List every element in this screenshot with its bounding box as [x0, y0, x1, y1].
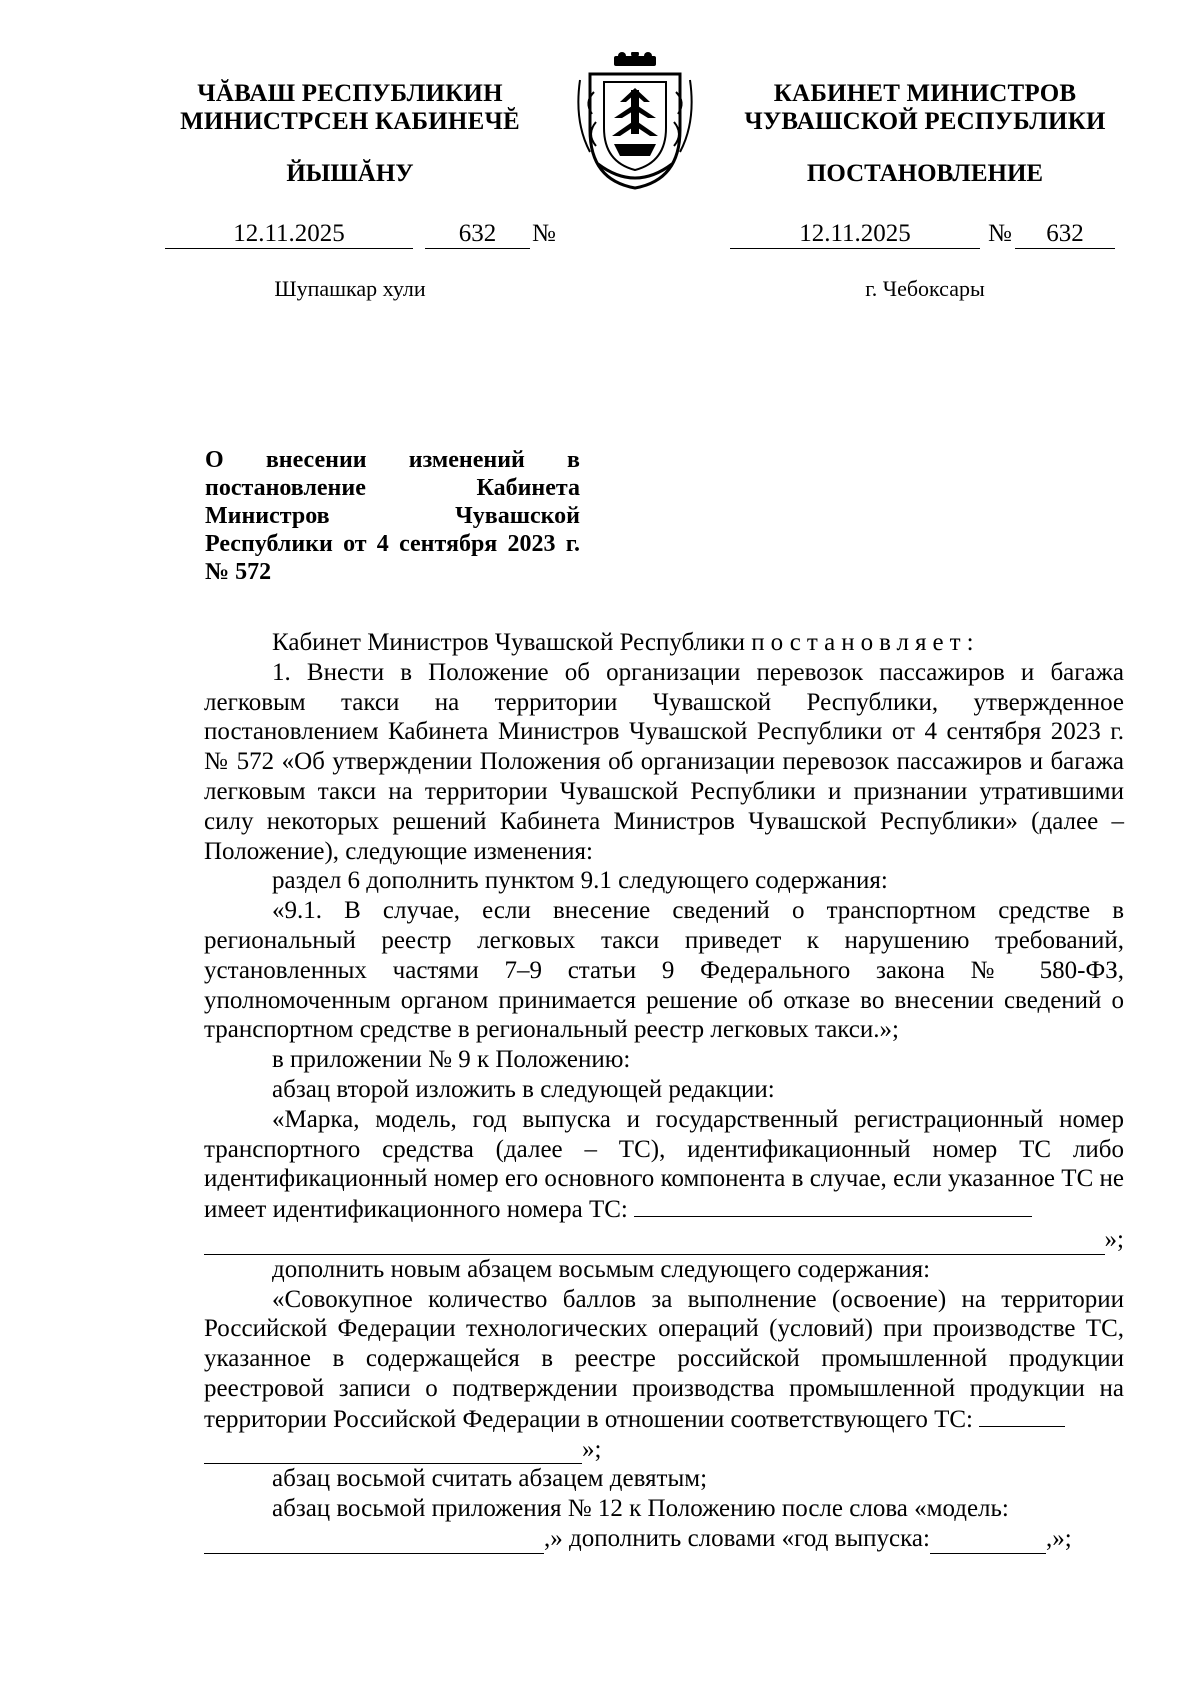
number-right-value: 632: [1015, 220, 1115, 249]
number-right: [1015, 220, 1115, 250]
paragraph-8-text: «Совокупное количество баллов за выполнение (освоение) на территории Российской Федерации технологических операций (условий) при производстве ТС, указанное в содержащейся в реестре российской промышленной продукции реестровой записи о подтверждении производства промышленной продукции на территории Российской Федерации в отношении соответствующего ТС:: [204, 1285, 1124, 1433]
date-right: [730, 220, 980, 250]
paragraph-4: в приложении № 9 к Положению:: [272, 1046, 631, 1074]
blank-field-line: [979, 1404, 1065, 1427]
blank-row-2: [204, 1435, 1124, 1465]
paragraph-5: абзац второй изложить в следующей редакции:: [272, 1075, 775, 1103]
paragraph-3: «9.1. В случае, если внесение сведений о транспортном средстве в региональный реестр легковых такси приведет к нарушению требований, установленных частями 7–9 статьи 9 Федерального закона № 580-ФЗ, уполномоченным органом принимается решение об отказе во внесении сведений о транспортном средстве в региональный реестр легковых такси.»;: [204, 897, 1124, 1044]
header-right: [700, 80, 1150, 136]
doc-type-right: ПОСТАНОВЛЕНИЕ: [806, 160, 1044, 187]
header-right-line1: КАБИНЕТ МИНИСТРОВ: [773, 80, 1077, 107]
number-sign-right: №: [988, 220, 1012, 247]
city-right: г. Чебоксары: [865, 276, 985, 301]
document-body: [204, 628, 1124, 1554]
date-left: [165, 220, 413, 250]
blank-row-1: [204, 1225, 1124, 1255]
paragraph-6: [204, 1105, 1124, 1225]
preamble-start: Кабинет Министров Чувашской Республики: [272, 629, 752, 656]
header-left: [150, 80, 550, 136]
header-left-line2: МИНИСТРСЕН КАБИНЕЧĔ: [180, 108, 520, 135]
date-left-value: 12.11.2025: [165, 220, 413, 249]
blank-field-line: [634, 1194, 1032, 1217]
paragraph-9: абзац восьмой считать абзацем девятым;: [272, 1465, 708, 1493]
paragraph-preamble: [204, 628, 1124, 658]
chuvash-emblem-icon: [570, 52, 700, 192]
header-left-line1: ЧĂВАШ РЕСПУБЛИКИН: [197, 80, 503, 107]
blank-field-line: [930, 1531, 1046, 1554]
number-left: [425, 220, 530, 250]
paragraph-10-mid: ,» дополнить словами «год выпуска:: [544, 1524, 930, 1552]
preamble-end: :: [966, 629, 974, 656]
paragraph-7: дополнить новым абзацем восьмым следующего содержания:: [272, 1255, 931, 1283]
paragraph-6-end: »;: [1104, 1225, 1124, 1253]
paragraph-6-text: «Марка, модель, год выпуска и государственный регистрационный номер транспортного средства (далее – ТС), идентификационный номер ТС либо идентификационный номер его основного компонента в случае, если указанное ТС не имеет идентификационного номера ТС:: [204, 1105, 1124, 1224]
date-right-value: 12.11.2025: [730, 220, 980, 249]
city-left: Шупашкар хули: [274, 276, 426, 301]
preamble-verb: постановляет: [751, 629, 967, 656]
number-sign-left: №: [532, 220, 556, 247]
paragraph-1: 1. Внести в Положение об организации перевозок пассажиров и багажа легковым такси на территории Чувашской Республики, утвержденное постановлением Кабинета Министров Чувашской Республики от 4 сентября 2023 г. № 572 «Об утверждении Положения об организации перевозок пассажиров и багажа легковым такси на территории Чувашской Республики и признании утратившими силу некоторых решений Кабинета Министров Чувашской Республики» (далее – Положение), следующие изменения:: [204, 658, 1124, 865]
number-left-value: 632: [425, 220, 530, 249]
blank-field-line: [204, 1441, 582, 1464]
paragraph-10-end: ,»;: [1045, 1524, 1072, 1552]
blank-field-line: [204, 1232, 1105, 1255]
document-title: О внесении изменений в постановление Кабинета Министров Чувашской Республики от 4 сентября 2023 г. № 572: [205, 447, 580, 585]
paragraph-2: раздел 6 дополнить пунктом 9.1 следующего содержания:: [272, 867, 888, 895]
blank-row-3: [204, 1524, 1124, 1554]
blank-field-line: [204, 1531, 544, 1554]
paragraph-8: [204, 1285, 1124, 1435]
paragraph-10: абзац восьмой приложения № 12 к Положению после слова «модель:: [272, 1495, 1009, 1523]
paragraph-8-end: »;: [582, 1435, 602, 1463]
doc-type-left: ЙЫШĂНУ: [286, 160, 414, 187]
header-right-line2: ЧУВАШСКОЙ РЕСПУБЛИКИ: [744, 108, 1106, 135]
